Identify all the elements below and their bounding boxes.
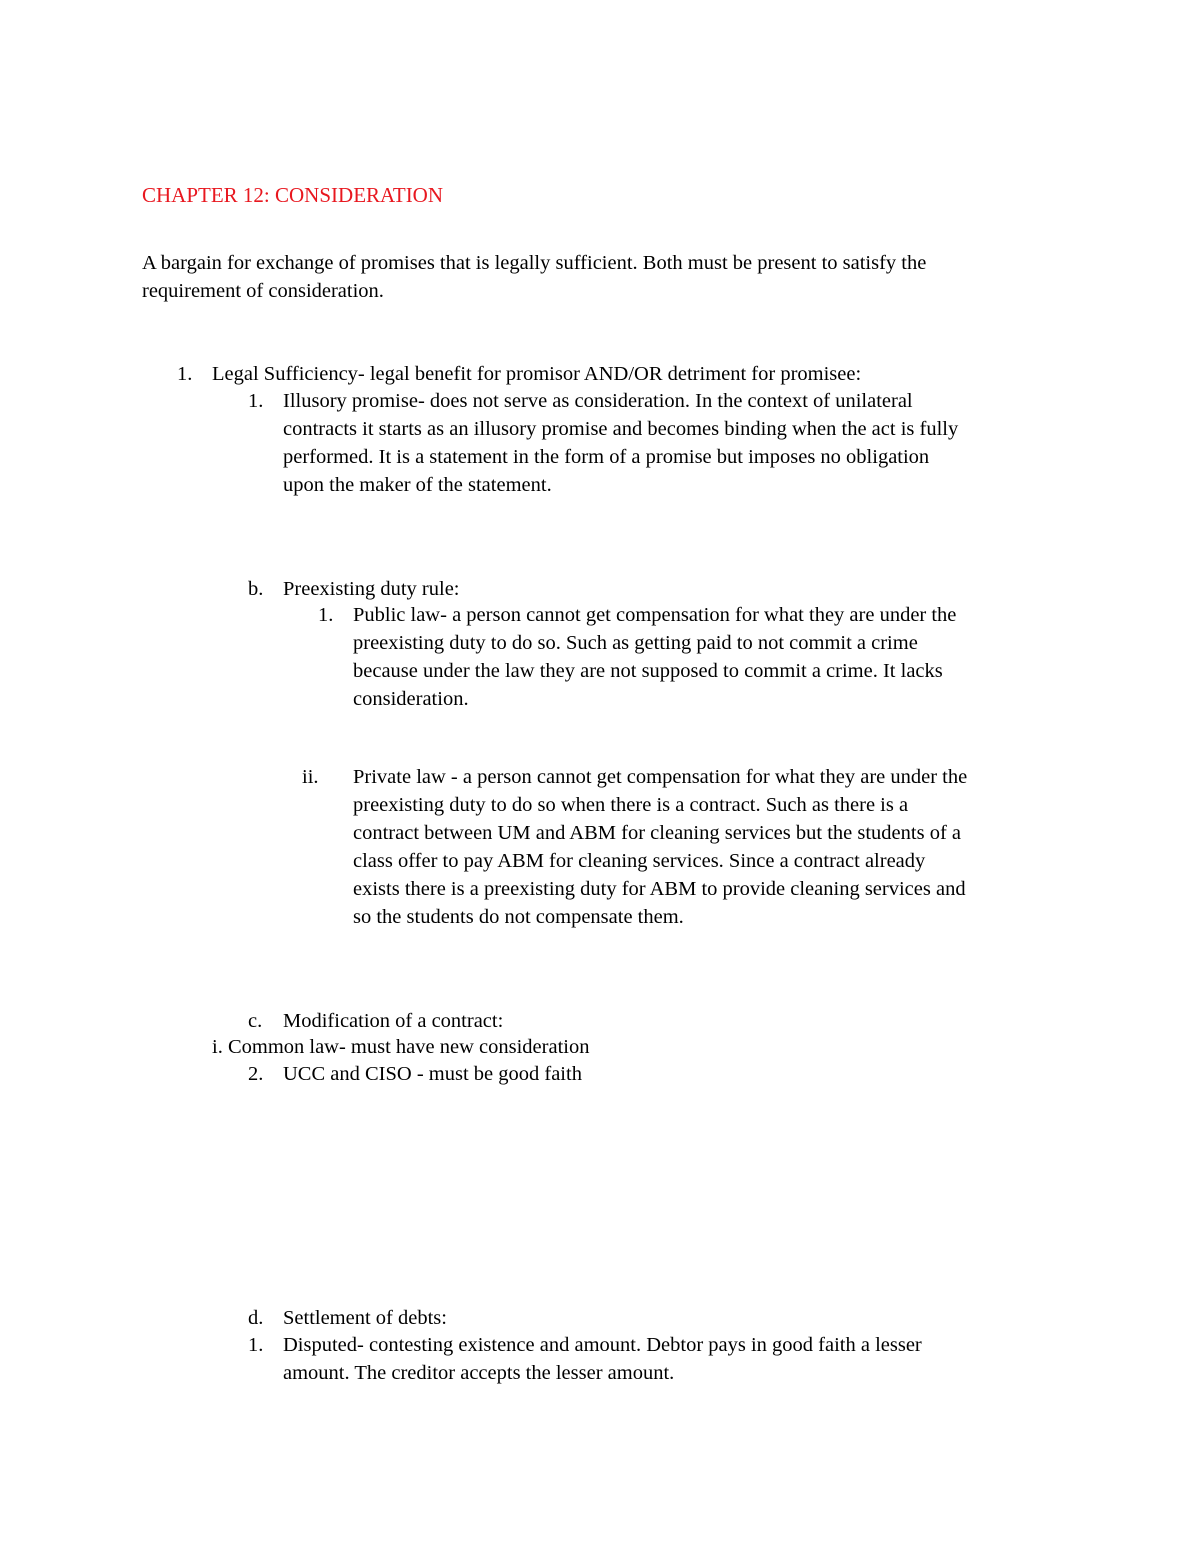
list-item-private-law: [353, 763, 967, 931]
item-line: Private law - a person cannot get compensation for what they are under the: [353, 766, 968, 788]
list-item-legal-sufficiency: Legal Sufficiency- legal benefit for promisor AND/OR detriment for promisee:: [212, 363, 862, 385]
item-line: Illusory promise- does not serve as consideration. In the context of unilateral: [283, 390, 913, 412]
list-item-modification: Modification of a contract:: [283, 1010, 504, 1032]
item-line: exists there is a preexisting duty for ABM to provide cleaning services and: [353, 878, 966, 900]
item-line: Public law- a person cannot get compensation for what they are under the: [353, 604, 957, 626]
list-item-preexisting-duty: Preexisting duty rule:: [283, 578, 460, 600]
list-item-disputed: [283, 1331, 922, 1387]
list-item-settlement: Settlement of debts:: [283, 1307, 447, 1329]
list-item-common-law: i. Common law- must have new consideration: [212, 1036, 590, 1058]
item-line: class offer to pay ABM for cleaning services. Since a contract already: [353, 850, 926, 872]
item-line: consideration.: [353, 688, 469, 710]
item-line: preexisting duty to do so. Such as getting paid to not commit a crime: [353, 632, 918, 654]
list-marker: c.: [248, 1010, 263, 1032]
item-line: preexisting duty to do so when there is a contract. Such as there is a: [353, 794, 909, 816]
intro-line: requirement of consideration.: [142, 280, 384, 302]
item-line: upon the maker of the statement.: [283, 474, 552, 496]
list-marker: 1.: [177, 363, 193, 385]
list-marker: 1.: [318, 604, 334, 626]
item-line: Disputed- contesting existence and amount. Debtor pays in good faith a lesser: [283, 1334, 922, 1356]
item-line: contract between UM and ABM for cleaning services but the students of a: [353, 822, 961, 844]
list-marker: 1.: [248, 1334, 264, 1356]
item-line: because under the law they are not supposed to commit a crime. It lacks: [353, 660, 943, 682]
list-item-public-law: [353, 601, 956, 713]
list-item-ucc-ciso: UCC and CISO - must be good faith: [283, 1063, 582, 1085]
page-title: CHAPTER 12: CONSIDERATION: [142, 183, 444, 207]
list-marker: 2.: [248, 1063, 264, 1085]
list-item-illusory-promise: [283, 387, 958, 499]
item-line: so the students do not compensate them.: [353, 906, 684, 928]
list-marker: d.: [248, 1307, 264, 1329]
item-line: performed. It is a statement in the form of a promise but imposes no obligation: [283, 446, 930, 468]
list-marker: b.: [248, 578, 264, 600]
intro-line: A bargain for exchange of promises that is legally sufficient. Both must be present to satisfy the: [142, 252, 927, 274]
item-line: amount. The creditor accepts the lesser amount.: [283, 1362, 675, 1384]
item-line: contracts it starts as an illusory promise and becomes binding when the act is fully: [283, 418, 959, 440]
list-marker: 1.: [248, 390, 264, 412]
list-marker: ii.: [302, 766, 319, 788]
intro-paragraph: [142, 249, 926, 305]
